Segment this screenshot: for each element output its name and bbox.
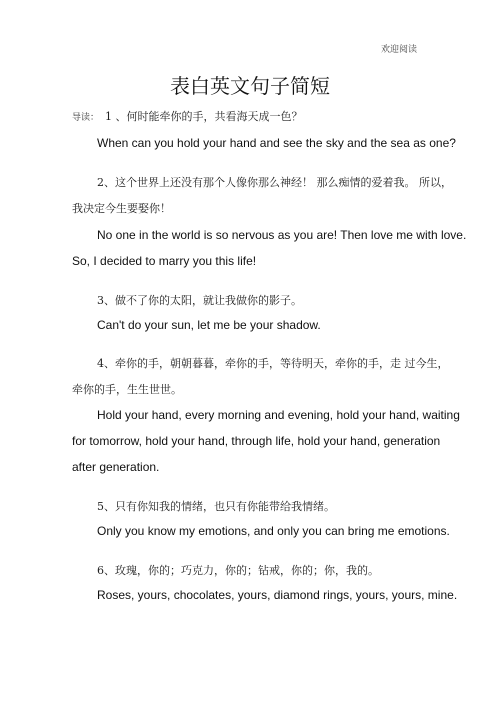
item-3-en-line-1: Can't do your sun, let me be your shadow.: [97, 318, 321, 332]
page-title: 表白英文句子简短: [170, 74, 330, 98]
item-1-zh-line-1: [72, 108, 303, 124]
item-4-en-line-2: for tomorrow, hold your hand, through life, hold your hand, generation: [72, 434, 441, 448]
item-2-zh-line-2: 我决定今生要娶你！: [72, 202, 171, 215]
lead-label: 导读：: [72, 113, 100, 123]
item-2-en-line-1: No one in the world is so nervous as you are! Then love me with love.: [97, 228, 467, 242]
item-4-zh-line-1: 4、牵你的手，朝朝暮暮，牵你的手，等待明天，牵你的手，走 过今生，: [97, 357, 449, 370]
item-2-zh-line-1: 2、这个世界上还没有那个人像你那么神经！ 那么痴情的爱着我。 所以，: [97, 176, 452, 189]
item-2-en-line-2: So, I decided to marry you this life!: [72, 254, 257, 268]
item-5-zh-line-1: 5、只有你知我的情绪，也只有你能带给我情绪。: [97, 500, 335, 513]
item-6-en-line-1: Roses, yours, chocolates, yours, diamond rings, yours, yours, mine.: [97, 588, 458, 602]
item-1-zh-text: 1 、何时能牵你的手，共看海天成一色？: [105, 110, 303, 123]
header-note: 欢迎阅读: [380, 45, 417, 55]
item-4-en-line-1: Hold your hand, every morning and evening, hold your hand, waiting: [97, 408, 460, 422]
item-6-zh-line-1: 6、玫瑰，你的；巧克力，你的；钻戒，你的；你，我的。: [97, 564, 379, 577]
item-5-en-line-1: Only you know my emotions, and only you can bring me emotions.: [97, 524, 450, 538]
item-4-zh-line-2: 牵你的手，生生世世。: [72, 383, 182, 396]
item-4-en-line-3: after generation.: [72, 460, 160, 474]
item-1-en-line-1: When can you hold your hand and see the sky and the sea as one?: [97, 136, 456, 150]
item-3-zh-line-1: 3、做不了你的太阳，就让我做你的影子。: [97, 294, 302, 307]
